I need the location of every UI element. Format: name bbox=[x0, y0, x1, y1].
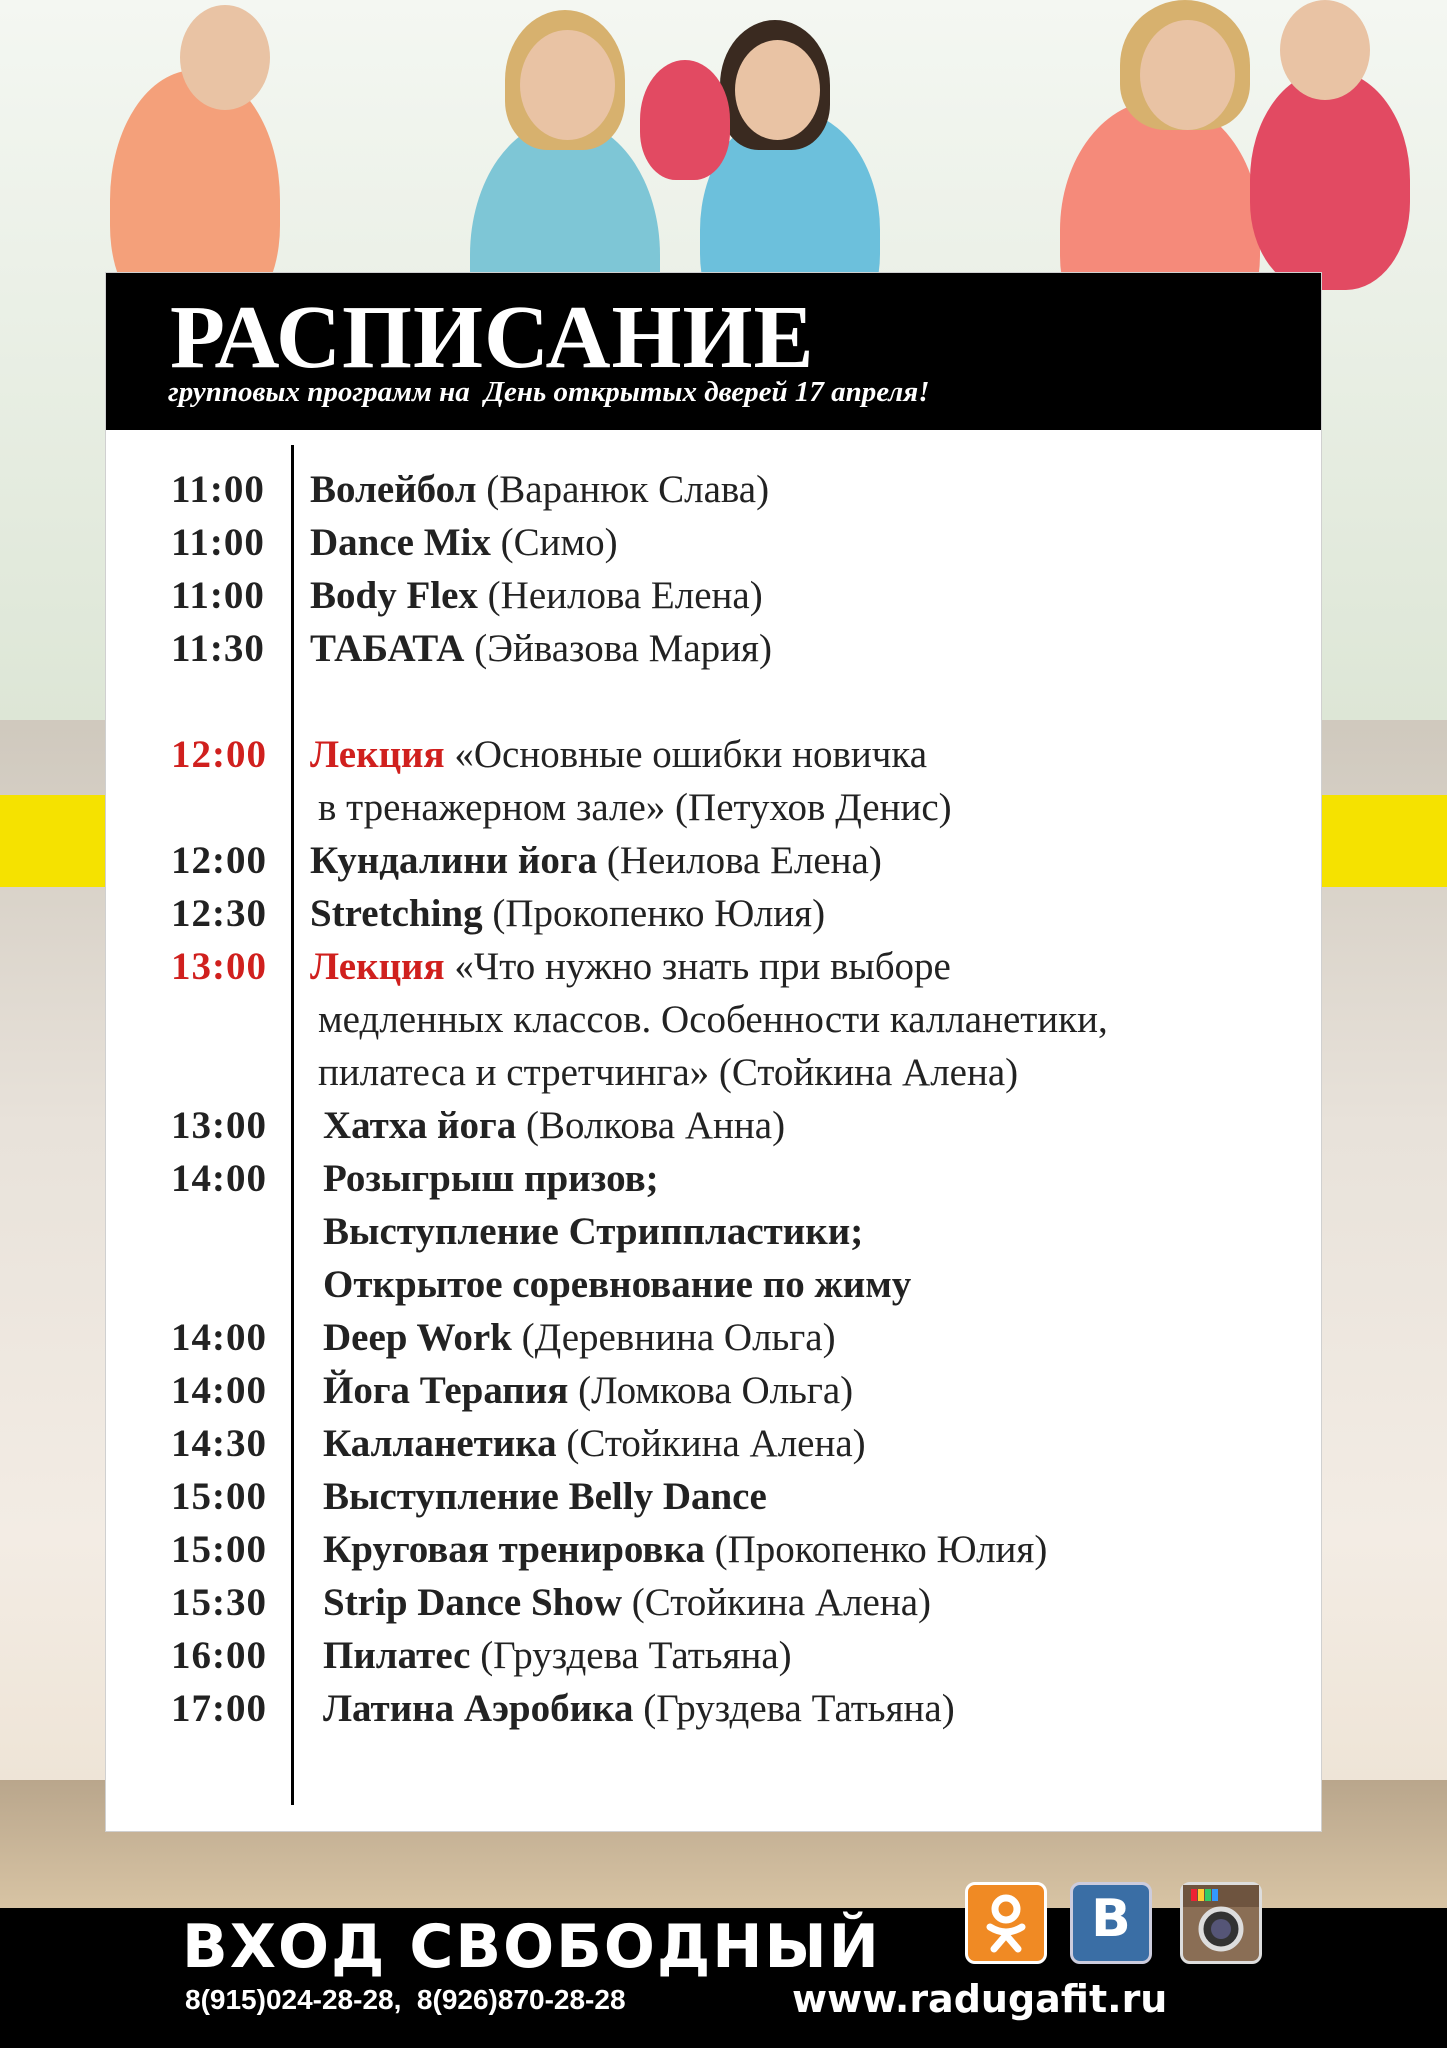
schedule-text bbox=[310, 465, 769, 515]
vk-icon[interactable] bbox=[1070, 1882, 1152, 1964]
program-name: Deep Work bbox=[323, 1316, 512, 1359]
schedule-time: 12:00 bbox=[171, 839, 267, 882]
program-details: (Неилова Елена) bbox=[477, 574, 763, 617]
schedule-text bbox=[323, 1154, 659, 1204]
program-details: в тренажерном зале» (Петухов Денис) bbox=[318, 786, 952, 829]
program-name: Калланетика bbox=[323, 1422, 557, 1465]
schedule-text bbox=[323, 1207, 863, 1257]
schedule-text bbox=[310, 571, 763, 621]
program-name: Лекция bbox=[310, 945, 445, 988]
program-details: (Ломкова Ольга) bbox=[568, 1369, 854, 1412]
program-name: Лекция bbox=[310, 733, 445, 776]
schedule-header bbox=[106, 273, 1321, 430]
schedule-time: 15:30 bbox=[171, 1581, 267, 1624]
page-subtitle: групповых программ на День открытых дверей 17 апреля! bbox=[168, 376, 930, 408]
program-details: медленных классов. Особенности калланетики, bbox=[318, 998, 1108, 1041]
athlete-figure bbox=[640, 60, 730, 180]
schedule-time: 15:00 bbox=[171, 1475, 267, 1518]
program-name: Кундалини йога bbox=[310, 839, 598, 882]
time-divider bbox=[291, 445, 294, 1805]
program-name: Хатха йога bbox=[323, 1104, 517, 1147]
athlete-head bbox=[1280, 0, 1370, 100]
schedule-time: 14:00 bbox=[171, 1157, 267, 1200]
schedule-text bbox=[310, 836, 882, 886]
athlete-head bbox=[1140, 20, 1235, 130]
schedule-text bbox=[318, 783, 952, 833]
schedule-time: 13:00 bbox=[171, 1104, 267, 1147]
program-details: (Груздева Татьяна) bbox=[633, 1687, 955, 1730]
program-details: (Прокопенко Юлия) bbox=[482, 892, 826, 935]
schedule-time: 12:00 bbox=[171, 733, 267, 776]
website-link[interactable]: www.radugafit.ru bbox=[792, 1977, 1168, 2021]
schedule-text bbox=[310, 889, 825, 939]
schedule-text bbox=[323, 1260, 911, 1310]
schedule-time: 17:00 bbox=[171, 1687, 267, 1730]
odnoklassniki-icon[interactable] bbox=[965, 1882, 1047, 1964]
program-details: (Груздева Татьяна) bbox=[470, 1634, 792, 1677]
program-name: Dance Mix bbox=[310, 521, 491, 564]
program-name: Body Flex bbox=[310, 574, 478, 617]
schedule-time: 11:00 bbox=[171, 521, 265, 564]
program-name: Открытое соревнование по жиму bbox=[323, 1263, 912, 1306]
program-details: пилатеса и стретчинга» (Стойкина Алена) bbox=[318, 1051, 1019, 1094]
schedule-text bbox=[318, 1048, 1018, 1098]
schedule-text bbox=[323, 1578, 931, 1628]
schedule-time: 11:00 bbox=[171, 574, 265, 617]
program-name: Волейбол bbox=[310, 468, 477, 511]
schedule-time: 14:30 bbox=[171, 1422, 267, 1465]
program-name: Розыгрыш призов; bbox=[323, 1157, 659, 1200]
program-details: (Симо) bbox=[490, 521, 618, 564]
program-name: Выступление Belly Dance bbox=[323, 1475, 767, 1518]
schedule-card bbox=[105, 272, 1322, 1832]
schedule-text bbox=[323, 1101, 785, 1151]
schedule-text bbox=[323, 1366, 853, 1416]
schedule-time: 15:00 bbox=[171, 1528, 267, 1571]
program-name: Латина Аэробика bbox=[323, 1687, 634, 1730]
program-details: (Стойкина Алена) bbox=[556, 1422, 866, 1465]
schedule-time: 13:00 bbox=[171, 945, 267, 988]
schedule-time: 11:00 bbox=[171, 468, 265, 511]
schedule-text bbox=[310, 942, 951, 992]
athlete-head bbox=[735, 40, 820, 140]
phone-numbers[interactable]: 8(915)024-28-28, 8(926)870-28-28 bbox=[185, 1984, 626, 2015]
schedule-time: 16:00 bbox=[171, 1634, 267, 1677]
schedule-text bbox=[318, 995, 1108, 1045]
schedule-time: 14:00 bbox=[171, 1369, 267, 1412]
schedule-text bbox=[310, 624, 772, 674]
program-details: «Основные ошибки новичка bbox=[444, 733, 928, 776]
schedule-text bbox=[323, 1419, 866, 1469]
schedule-time: 12:30 bbox=[171, 892, 267, 935]
program-details: (Волкова Анна) bbox=[516, 1104, 786, 1147]
athlete-figure bbox=[1250, 70, 1410, 290]
program-details: (Неилова Елена) bbox=[597, 839, 882, 882]
program-details: (Прокопенко Юлия) bbox=[704, 1528, 1048, 1571]
program-name: Strip Dance Show bbox=[323, 1581, 623, 1624]
program-name: Выступление Стриппластики; bbox=[323, 1210, 864, 1253]
schedule-text bbox=[310, 730, 927, 780]
instagram-icon[interactable] bbox=[1180, 1882, 1262, 1964]
vk-letter: B bbox=[1091, 1889, 1131, 1949]
schedule-text bbox=[310, 518, 618, 568]
athlete-head bbox=[520, 30, 615, 140]
schedule-text bbox=[323, 1313, 836, 1363]
program-details: «Что нужно знать при выборе bbox=[444, 945, 951, 988]
program-name: Круговая тренировка bbox=[323, 1528, 705, 1571]
program-details: (Варанюк Слава) bbox=[476, 468, 770, 511]
schedule-time: 14:00 bbox=[171, 1316, 267, 1359]
program-name: Stretching bbox=[310, 892, 483, 935]
schedule-text bbox=[323, 1525, 1047, 1575]
schedule-text bbox=[323, 1472, 767, 1522]
page-title: РАСПИСАНИЕ bbox=[170, 288, 815, 387]
program-name: Йога Терапия bbox=[323, 1369, 569, 1412]
schedule-text bbox=[323, 1684, 955, 1734]
free-entry-text: ВХОД СВОБОДНЫЙ bbox=[182, 1912, 881, 1982]
athlete-head bbox=[180, 5, 270, 110]
program-name: Пилатес bbox=[323, 1634, 471, 1677]
schedule-time: 11:30 bbox=[171, 627, 265, 670]
program-details: (Деревнина Ольга) bbox=[511, 1316, 836, 1359]
schedule-text bbox=[323, 1631, 792, 1681]
program-name: ТАБАТА bbox=[310, 627, 465, 670]
program-details: (Эйвазова Мария) bbox=[464, 627, 772, 670]
program-details: (Стойкина Алена) bbox=[622, 1581, 932, 1624]
